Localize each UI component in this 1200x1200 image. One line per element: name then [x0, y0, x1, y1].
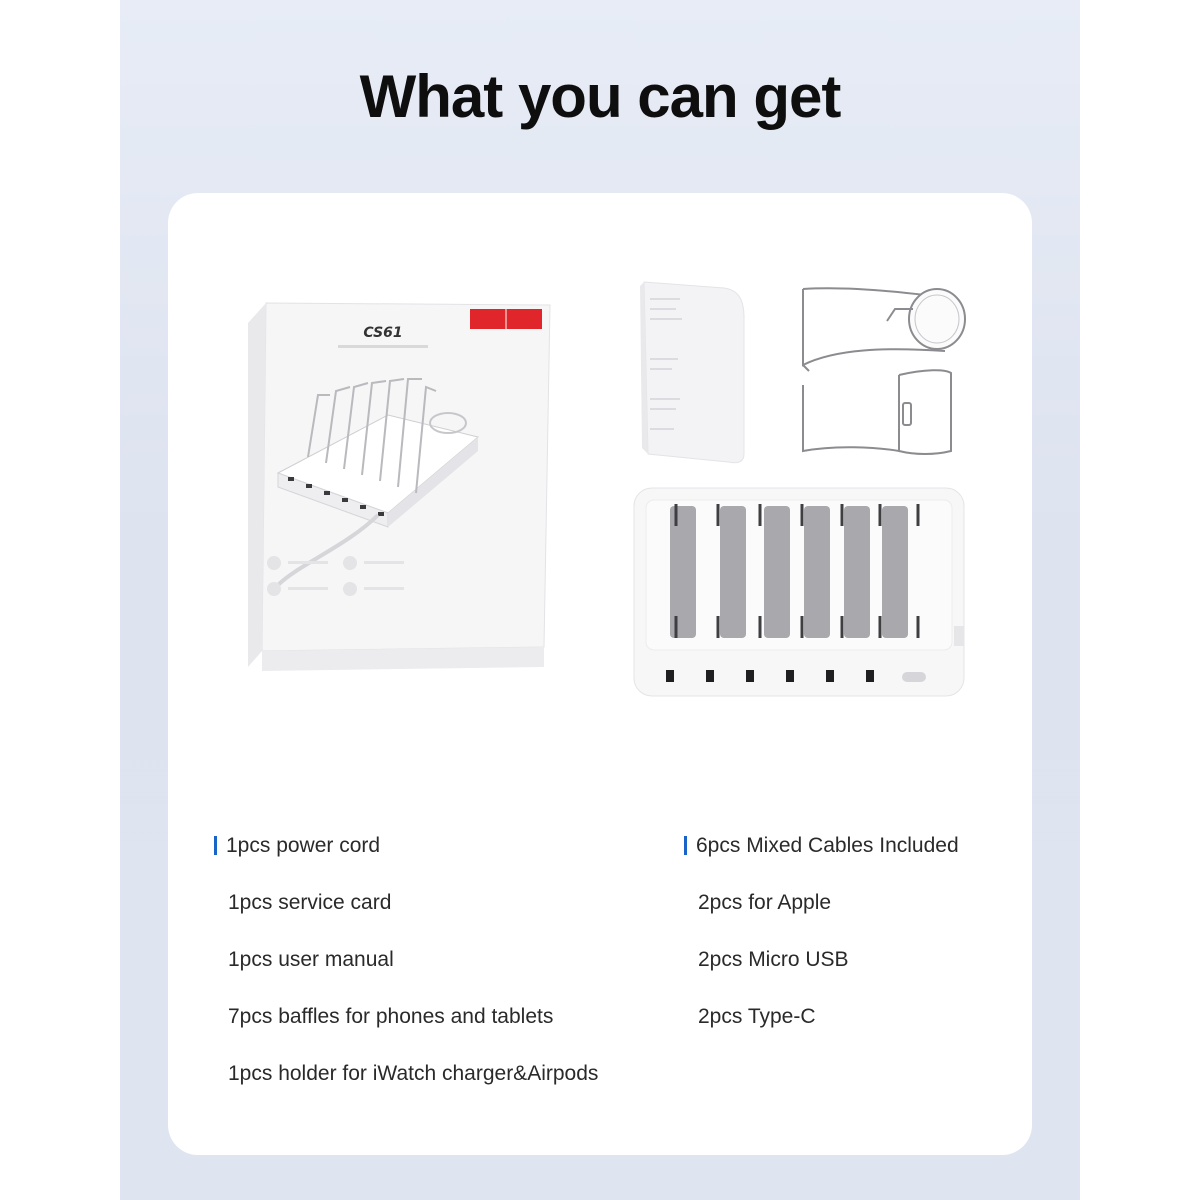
list-item: 1pcs service card: [228, 891, 392, 914]
box-model-label: CS61: [363, 325, 403, 341]
list-item: 2pcs Micro USB: [698, 948, 849, 971]
list-item: 2pcs for Apple: [698, 891, 832, 914]
list-item: 1pcs user manual: [228, 948, 394, 971]
contents-list-right: [686, 835, 959, 1063]
watch-holder-ring: [909, 289, 965, 349]
user-manual-image: [640, 278, 750, 468]
baffles-and-holder-image: [795, 275, 985, 470]
list-item: 7pcs baffles for phones and tablets: [228, 1005, 554, 1028]
list-item: 2pcs Type-C: [698, 1005, 816, 1028]
charging-station-image: [632, 486, 966, 698]
list-item: 1pcs holder for iWatch charger&Airpods: [228, 1062, 599, 1085]
page-title: What you can get: [359, 63, 841, 130]
list-item: 6pcs Mixed Cables Included: [686, 835, 959, 892]
list-item: 1pcs power cord: [216, 835, 598, 892]
product-box-image: [238, 295, 568, 675]
contents-list-left: [216, 835, 598, 1120]
